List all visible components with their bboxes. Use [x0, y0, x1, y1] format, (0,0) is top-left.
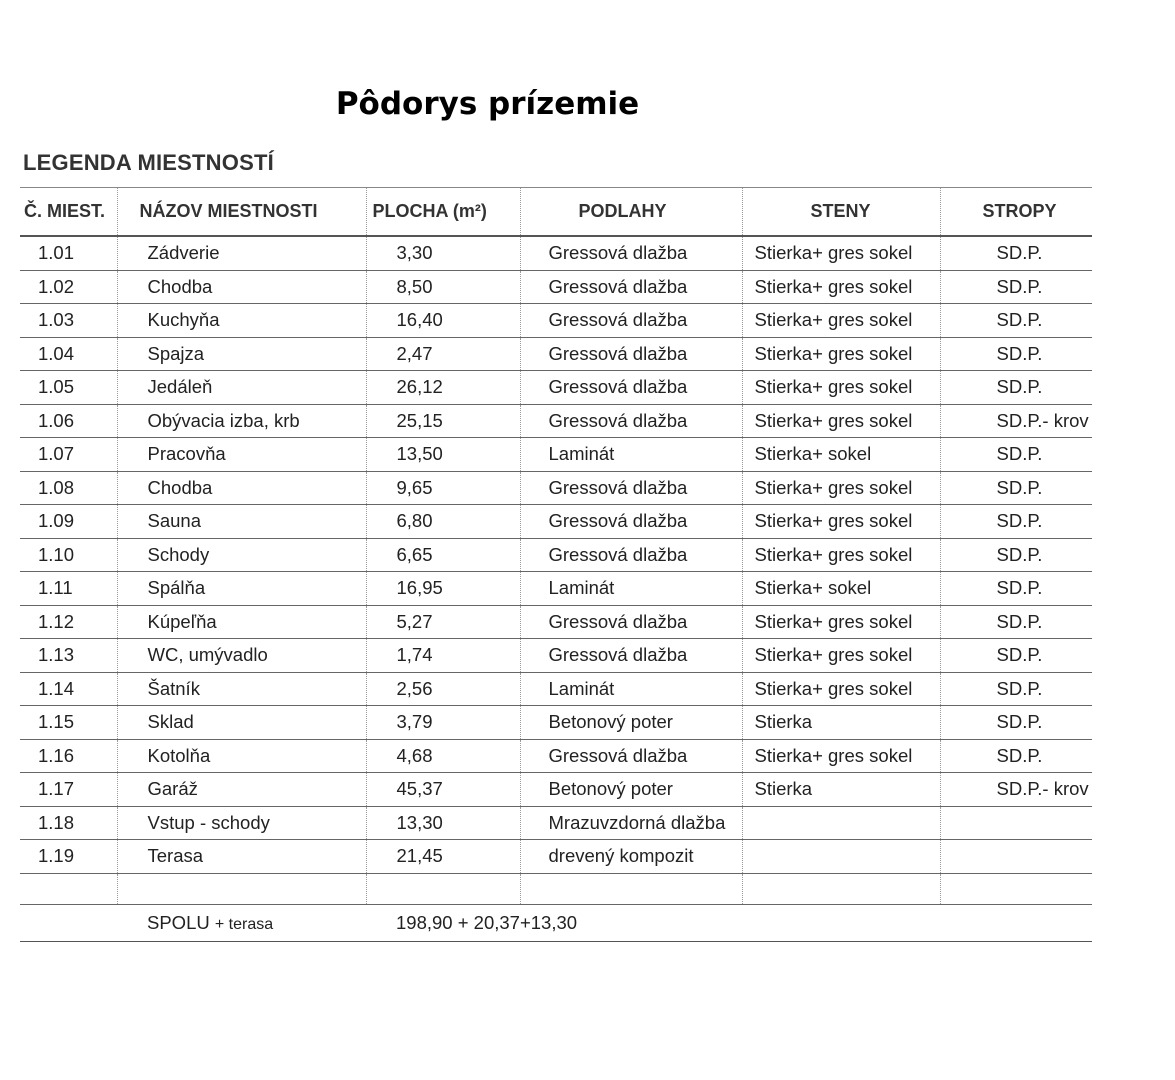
- cell-room-name: Garáž: [117, 773, 366, 807]
- cell-floor: Gressová dlažba: [520, 236, 742, 270]
- cell-floor: Betonový poter: [520, 773, 742, 807]
- total-label: SPOLU: [147, 911, 210, 933]
- header-room-number: Č. MIEST.: [20, 188, 117, 237]
- header-walls: STENY: [742, 188, 940, 237]
- cell-area: 21,45: [366, 840, 520, 874]
- cell-wall: Stierka+ gres sokel: [742, 538, 940, 572]
- cell-floor: Laminát: [520, 572, 742, 606]
- cell-ceiling: SD.P.: [940, 538, 1092, 572]
- total-value: 198,90 + 20,37+13,30: [366, 904, 940, 941]
- cell-room-name: Spajza: [117, 337, 366, 371]
- empty-cell: [940, 873, 1092, 904]
- table-row: [20, 304, 1092, 338]
- cell-wall: Stierka+ sokel: [742, 572, 940, 606]
- cell-floor: Gressová dlažba: [520, 605, 742, 639]
- cell-floor: Gressová dlažba: [520, 404, 742, 438]
- cell-ceiling: SD.P.: [940, 572, 1092, 606]
- table-row: [20, 471, 1092, 505]
- cell-room-number: 1.08: [20, 471, 117, 505]
- cell-area: 2,56: [366, 672, 520, 706]
- table-row: [20, 773, 1092, 807]
- cell-floor: Gressová dlažba: [520, 371, 742, 405]
- cell-wall: Stierka+ gres sokel: [742, 404, 940, 438]
- empty-cell: [520, 873, 742, 904]
- cell-room-name: Sklad: [117, 706, 366, 740]
- cell-floor: Gressová dlažba: [520, 304, 742, 338]
- table-row: [20, 706, 1092, 740]
- cell-area: 13,50: [366, 438, 520, 472]
- cell-area: 6,80: [366, 505, 520, 539]
- cell-room-number: 1.04: [20, 337, 117, 371]
- table-row: [20, 672, 1092, 706]
- cell-room-number: 1.16: [20, 739, 117, 773]
- cell-room-name: Chodba: [117, 270, 366, 304]
- cell-wall: Stierka: [742, 706, 940, 740]
- legend-title: LEGENDA MIESTNOSTÍ: [23, 150, 274, 175]
- cell-room-number: 1.13: [20, 639, 117, 673]
- cell-floor: Gressová dlažba: [520, 538, 742, 572]
- cell-wall: Stierka+ gres sokel: [742, 739, 940, 773]
- cell-ceiling: SD.P.: [940, 337, 1092, 371]
- table-row: [20, 639, 1092, 673]
- cell-room-number: 1.19: [20, 840, 117, 874]
- cell-wall: Stierka+ gres sokel: [742, 236, 940, 270]
- cell-room-name: Jedáleň: [117, 371, 366, 405]
- cell-room-number: 1.05: [20, 371, 117, 405]
- cell-room-name: WC, umývadlo: [117, 639, 366, 673]
- cell-room-name: Kuchyňa: [117, 304, 366, 338]
- cell-area: 13,30: [366, 806, 520, 840]
- cell-ceiling: SD.P.: [940, 438, 1092, 472]
- cell-ceiling: SD.P.: [940, 270, 1092, 304]
- cell-area: 8,50: [366, 270, 520, 304]
- cell-room-number: 1.01: [20, 236, 117, 270]
- cell-room-name: Sauna: [117, 505, 366, 539]
- cell-floor: Gressová dlažba: [520, 270, 742, 304]
- cell-floor: Gressová dlažba: [520, 639, 742, 673]
- cell-wall: Stierka+ gres sokel: [742, 639, 940, 673]
- cell-wall: Stierka+ gres sokel: [742, 337, 940, 371]
- header-floors: PODLAHY: [520, 188, 742, 237]
- cell-floor: Laminát: [520, 438, 742, 472]
- cell-ceiling: SD.P.: [940, 739, 1092, 773]
- cell-ceiling: SD.P.: [940, 236, 1092, 270]
- cell-room-name: Obývacia izba, krb: [117, 404, 366, 438]
- total-suffix: + terasa: [214, 915, 274, 933]
- cell-room-name: Pracovňa: [117, 438, 366, 472]
- cell-room-number: 1.14: [20, 672, 117, 706]
- cell-room-number: 1.15: [20, 706, 117, 740]
- cell-floor: Gressová dlažba: [520, 337, 742, 371]
- table-row: [20, 605, 1092, 639]
- cell-room-number: 1.06: [20, 404, 117, 438]
- cell-area: 3,79: [366, 706, 520, 740]
- cell-area: 26,12: [366, 371, 520, 405]
- table-row: [20, 337, 1092, 371]
- cell-wall: Stierka+ gres sokel: [742, 605, 940, 639]
- empty-cell: [742, 873, 940, 904]
- cell-wall: Stierka+ gres sokel: [742, 304, 940, 338]
- cell-room-number: 1.03: [20, 304, 117, 338]
- cell-room-name: Kotolňa: [117, 739, 366, 773]
- table-row: [20, 538, 1092, 572]
- cell-room-name: Terasa: [117, 840, 366, 874]
- cell-ceiling: SD.P.: [940, 706, 1092, 740]
- cell-wall: Stierka+ gres sokel: [742, 371, 940, 405]
- cell-floor: Mrazuvzdorná dlažba: [520, 806, 742, 840]
- cell-room-name: Kúpeľňa: [117, 605, 366, 639]
- total-label-cell: [117, 904, 366, 941]
- cell-wall: [742, 806, 940, 840]
- table-row: [20, 236, 1092, 270]
- cell-wall: [742, 840, 940, 874]
- cell-room-number: 1.02: [20, 270, 117, 304]
- cell-room-name: Vstup - schody: [117, 806, 366, 840]
- table-row: [20, 806, 1092, 840]
- cell-ceiling: [940, 840, 1092, 874]
- cell-ceiling: SD.P.: [940, 371, 1092, 405]
- table-header-row: [20, 188, 1092, 237]
- cell-area: 25,15: [366, 404, 520, 438]
- cell-wall: Stierka: [742, 773, 940, 807]
- table-row: [20, 371, 1092, 405]
- header-area: PLOCHA (m²): [366, 188, 520, 237]
- cell-floor: Gressová dlažba: [520, 471, 742, 505]
- header-ceilings: STROPY: [940, 188, 1092, 237]
- cell-ceiling: SD.P.- krov: [940, 404, 1092, 438]
- empty-cell: [117, 873, 366, 904]
- cell-area: 1,74: [366, 639, 520, 673]
- cell-area: 45,37: [366, 773, 520, 807]
- cell-area: 9,65: [366, 471, 520, 505]
- cell-floor: Betonový poter: [520, 706, 742, 740]
- table-row: [20, 739, 1092, 773]
- cell-room-number: 1.10: [20, 538, 117, 572]
- cell-ceiling: SD.P.: [940, 304, 1092, 338]
- empty-cell: [20, 873, 117, 904]
- empty-cell: [366, 873, 520, 904]
- cell-room-number: 1.09: [20, 505, 117, 539]
- cell-wall: Stierka+ gres sokel: [742, 505, 940, 539]
- cell-ceiling: SD.P.: [940, 605, 1092, 639]
- cell-room-name: Spálňa: [117, 572, 366, 606]
- cell-area: 4,68: [366, 739, 520, 773]
- cell-area: 16,95: [366, 572, 520, 606]
- header-room-name: NÁZOV MIESTNOSTI: [117, 188, 366, 237]
- cell-ceiling: [940, 806, 1092, 840]
- cell-ceiling: SD.P.: [940, 471, 1092, 505]
- cell-room-name: Schody: [117, 538, 366, 572]
- cell-room-number: 1.07: [20, 438, 117, 472]
- empty-row: [20, 873, 1092, 904]
- cell-floor: Gressová dlažba: [520, 739, 742, 773]
- table-row: [20, 505, 1092, 539]
- table-row: [20, 438, 1092, 472]
- cell-room-name: Šatník: [117, 672, 366, 706]
- cell-floor: drevený kompozit: [520, 840, 742, 874]
- cell-area: 2,47: [366, 337, 520, 371]
- cell-area: 16,40: [366, 304, 520, 338]
- cell-ceiling: SD.P.: [940, 505, 1092, 539]
- cell-floor: Gressová dlažba: [520, 505, 742, 539]
- cell-wall: Stierka+ gres sokel: [742, 672, 940, 706]
- cell-floor: Laminát: [520, 672, 742, 706]
- cell-area: 5,27: [366, 605, 520, 639]
- table-body: [20, 236, 1092, 873]
- total-spacer: [940, 904, 1092, 941]
- cell-room-number: 1.18: [20, 806, 117, 840]
- table-row: [20, 270, 1092, 304]
- cell-area: 3,30: [366, 236, 520, 270]
- cell-room-number: 1.17: [20, 773, 117, 807]
- total-spacer: [20, 904, 117, 941]
- cell-wall: Stierka+ gres sokel: [742, 471, 940, 505]
- cell-room-name: Zádverie: [117, 236, 366, 270]
- cell-ceiling: SD.P.: [940, 639, 1092, 673]
- room-legend-table: [20, 187, 1092, 942]
- cell-wall: Stierka+ sokel: [742, 438, 940, 472]
- table-row: [20, 404, 1092, 438]
- cell-room-number: 1.12: [20, 605, 117, 639]
- table-row: [20, 572, 1092, 606]
- cell-room-name: Chodba: [117, 471, 366, 505]
- page-title: Pôdorys prízemie: [335, 86, 640, 122]
- cell-area: 6,65: [366, 538, 520, 572]
- table-row: [20, 840, 1092, 874]
- cell-ceiling: SD.P.: [940, 672, 1092, 706]
- cell-wall: Stierka+ gres sokel: [742, 270, 940, 304]
- total-row: [20, 904, 1092, 941]
- cell-room-number: 1.11: [20, 572, 117, 606]
- cell-ceiling: SD.P.- krov: [940, 773, 1092, 807]
